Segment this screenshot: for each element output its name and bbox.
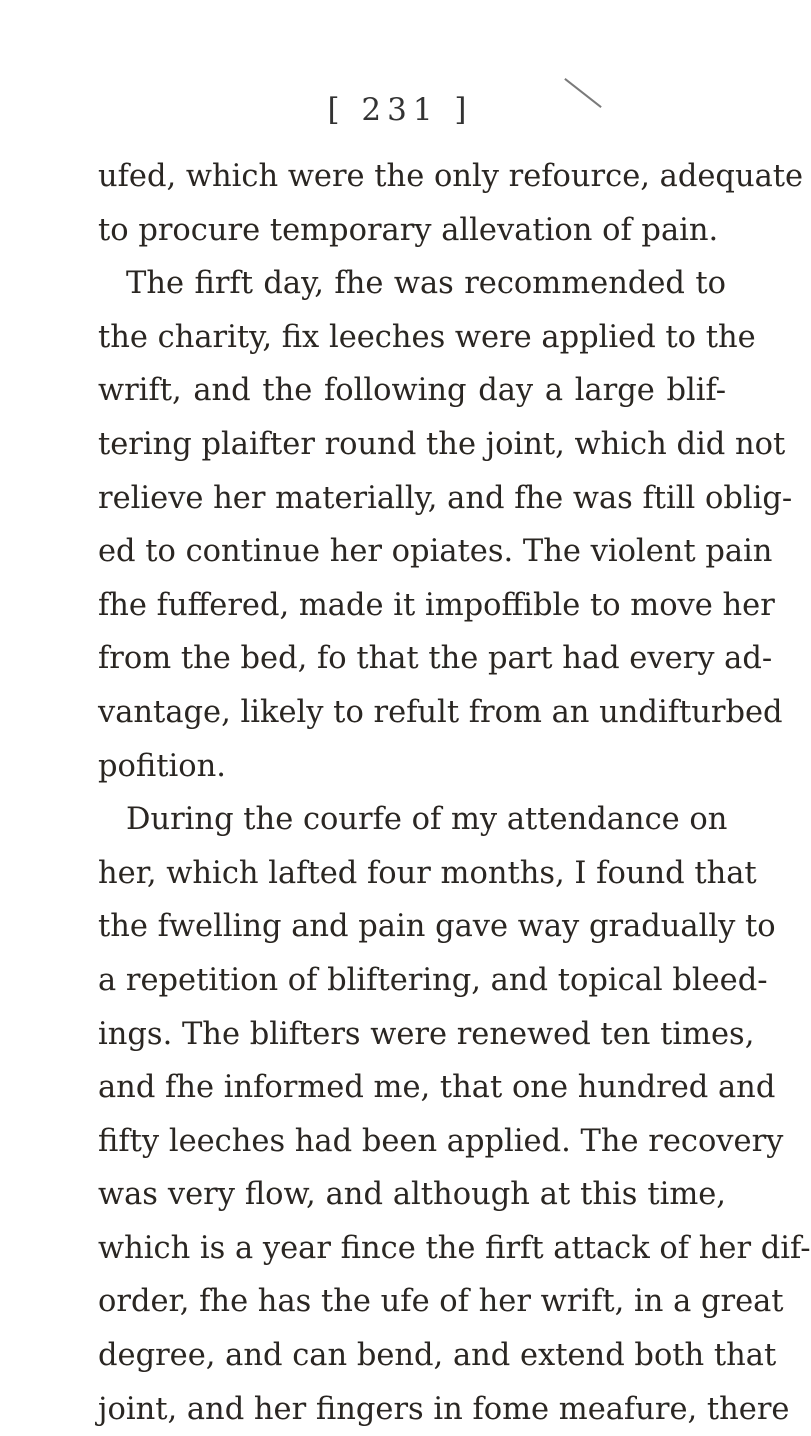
text-line: The firft day, fhe was recommended to	[126, 266, 726, 302]
page-number: [ 231 ]	[327, 92, 473, 128]
text-line: from the bed, fo that the part had every ad-	[98, 641, 773, 677]
text-line: vantage, likely to refult from an undifturbed	[98, 694, 783, 730]
text-line: and fhe informed me, that one hundred and	[98, 1070, 776, 1106]
text-line: her, which lafted four months, I found that	[98, 855, 757, 891]
body-text	[98, 150, 811, 1436]
text-line: During the courfe of my attendance on	[126, 802, 728, 838]
text-line: degree, and can bend, and extend both that	[98, 1338, 777, 1374]
text-line: wrift, and the following day a large blif-	[98, 373, 726, 409]
text-line: joint, and her fingers in fome meafure, there	[98, 1391, 790, 1427]
text-line: relieve her materially, and fhe was ftill oblig-	[98, 480, 793, 516]
text-line: which is a year fince the firft attack of her dif-	[98, 1230, 811, 1266]
text-line: pofition.	[98, 748, 226, 784]
text-line: ufed, which were the only refource, adequate	[98, 159, 804, 194]
text-line: a repetition of bliftering, and topical bleed-	[98, 962, 768, 998]
text-line: was very flow, and although at this time,	[98, 1177, 726, 1213]
text-line: the fwelling and pain gave way gradually to	[98, 909, 776, 945]
text-line: ings. The blifters were renewed ten times,	[98, 1016, 755, 1052]
text-line: fifty leeches had been applied. The recovery	[98, 1123, 784, 1159]
text-line: ed to continue her opiates. The violent pain	[98, 534, 773, 570]
text-line: to procure temporary allevation of pain.	[98, 212, 719, 248]
text-line: fhe fuffered, made it impoffible to move her	[98, 587, 775, 623]
text-line: tering plaifter round the joint, which did not	[98, 426, 786, 462]
text-line: the charity, fix leeches were applied to the	[98, 319, 756, 355]
text-line: order, fhe has the ufe of her wrift, in a great	[98, 1284, 784, 1320]
